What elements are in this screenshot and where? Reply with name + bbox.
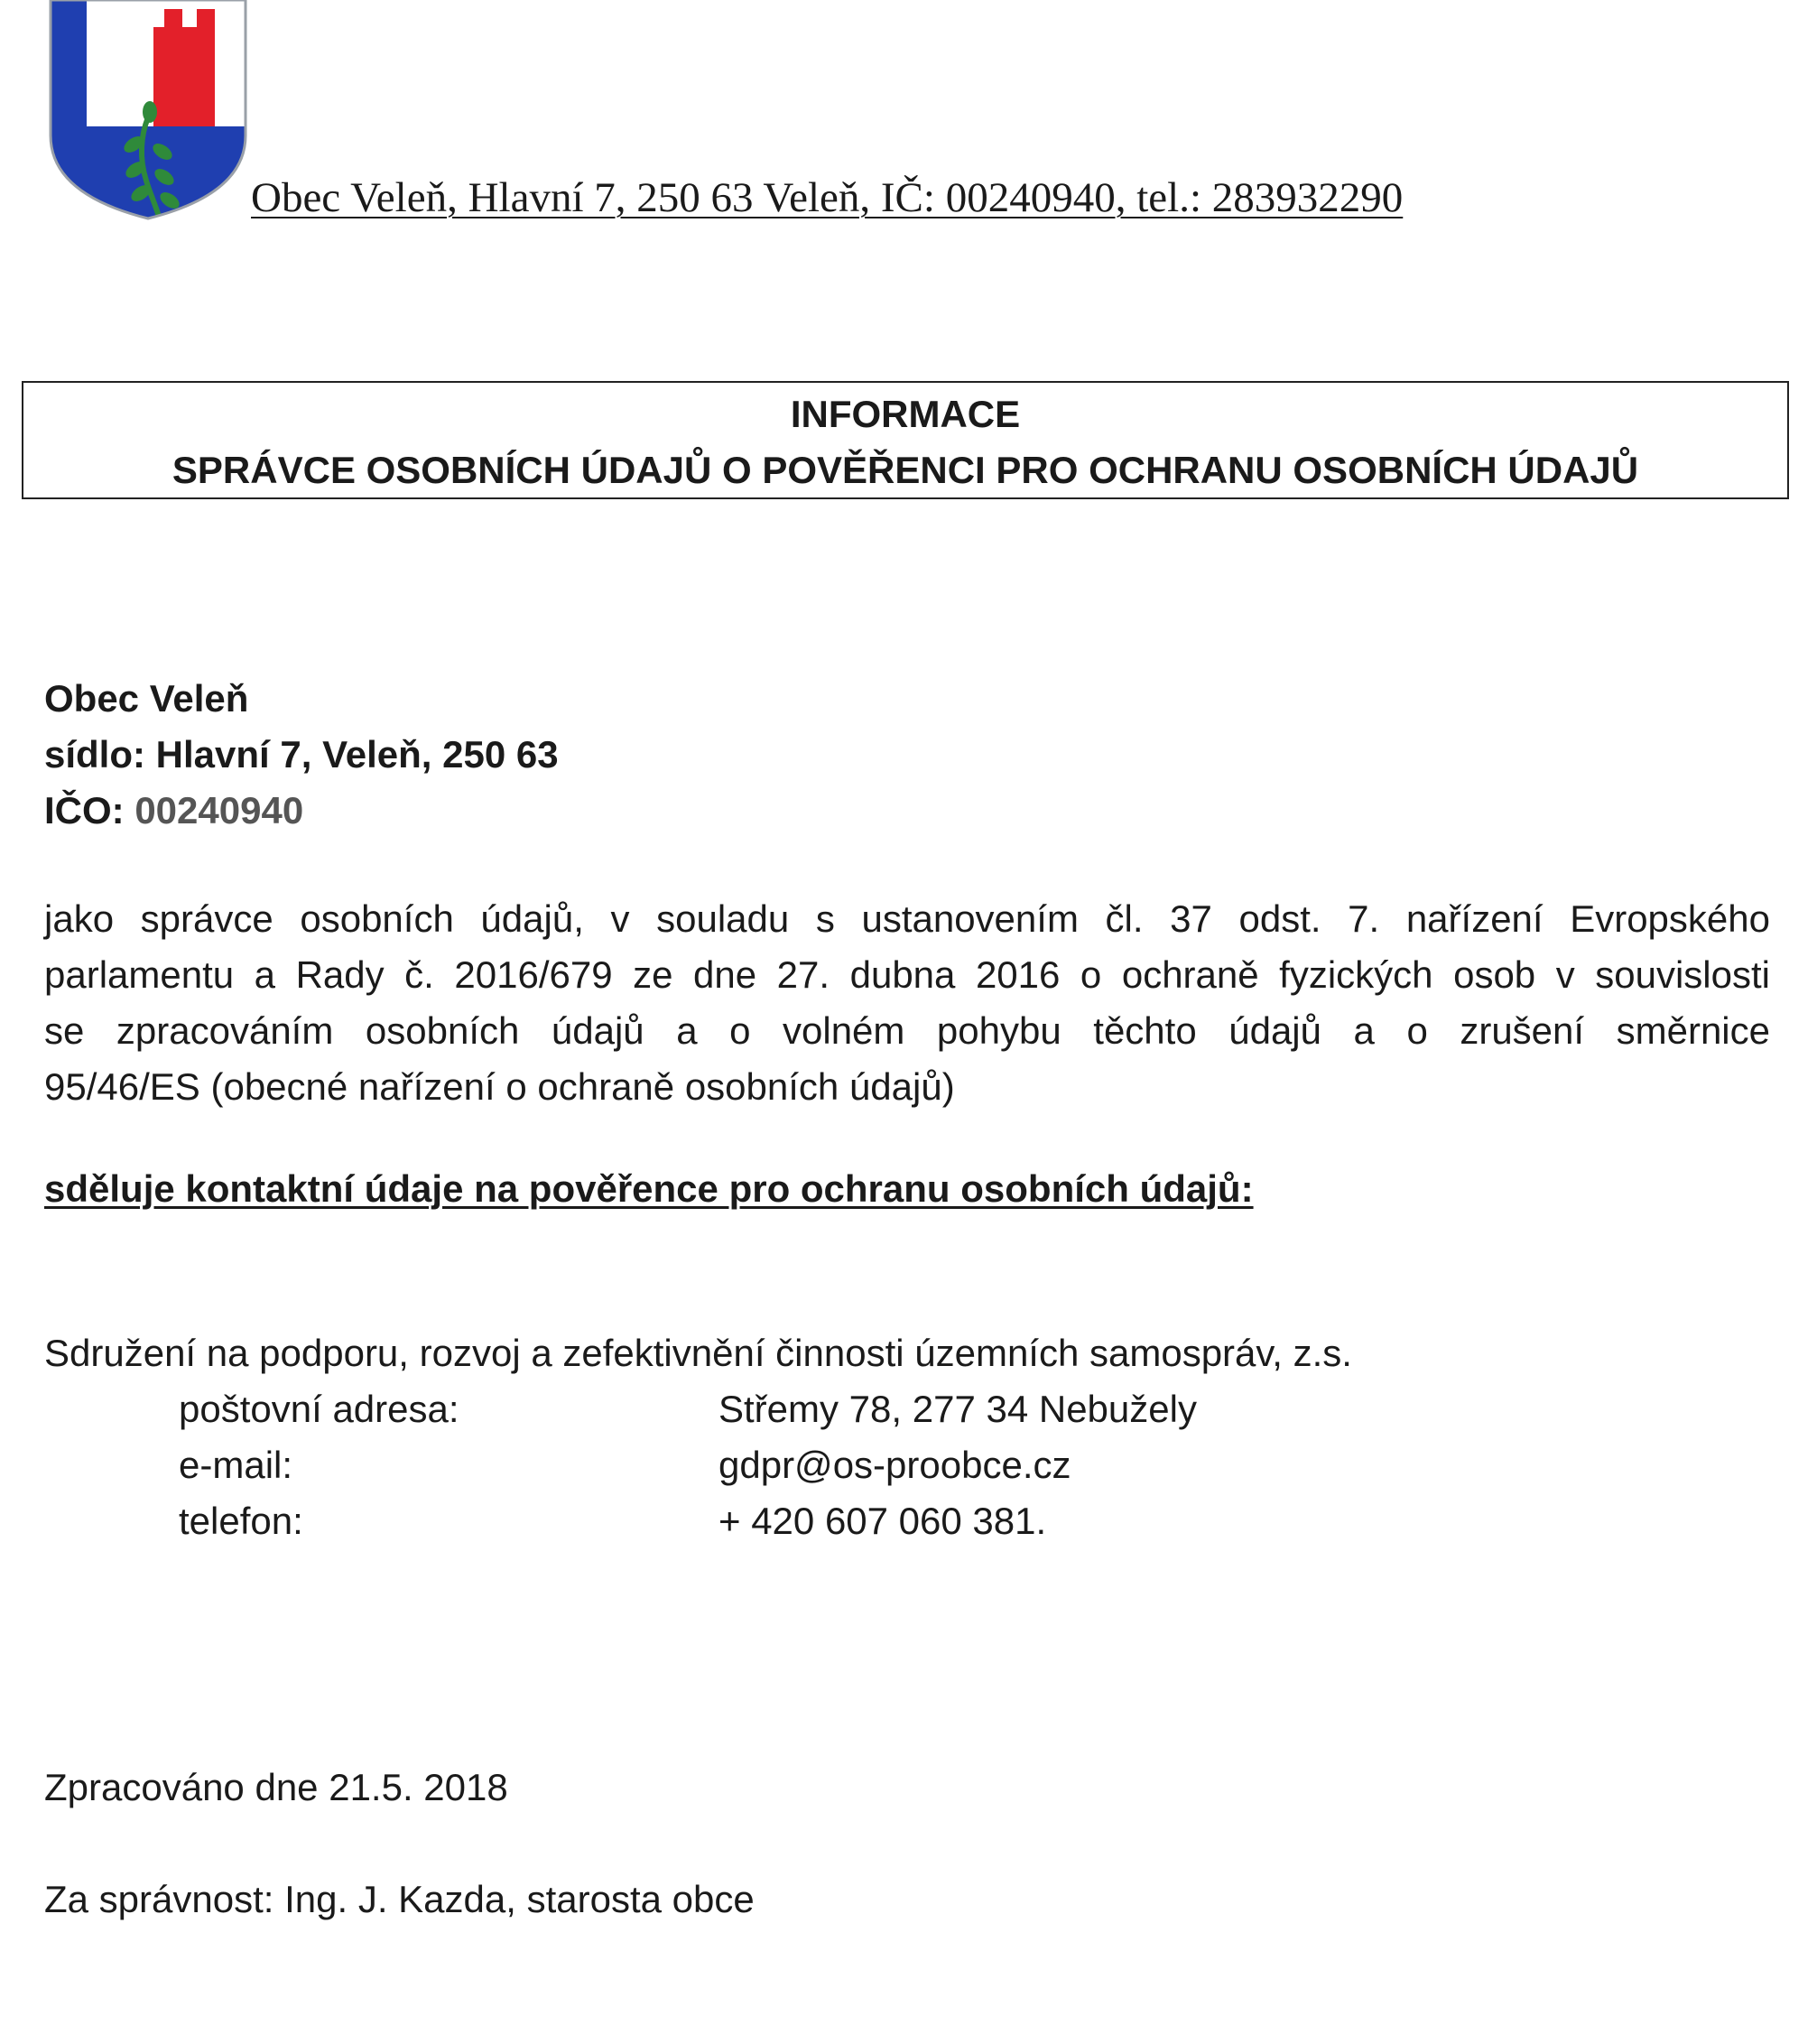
letterhead-address: Obec Veleň, Hlavní 7, 250 63 Veleň, IČ: 00240940, tel.: 283932290: [251, 174, 1404, 221]
email-link[interactable]: gdpr@os-proobce.cz: [718, 1444, 1071, 1486]
paragraph-line: parlamentu a Rady č. 2016/679 ze dne 27. dubna 2016 o ochraně fyzických osob v souvislosti: [44, 953, 1770, 996]
coat-of-arms-logo: [47, 0, 249, 222]
dpo-organization: Sdružení na podporu, rozvoj a zefektivnění činnosti územních samospráv, z.s.: [44, 1332, 1352, 1374]
controller-ico: [44, 783, 559, 839]
contact-row-address: [179, 1381, 1197, 1437]
processed-date: Zpracováno dne 21.5. 2018: [44, 1766, 508, 1808]
dpo-contacts: [179, 1381, 1197, 1549]
controller-seat: sídlo: Hlavní 7, Veleň, 250 63: [44, 733, 559, 776]
contact-label: e-mail:: [179, 1444, 293, 1486]
title-line-1: INFORMACE: [790, 393, 1021, 435]
contact-label: telefon:: [179, 1500, 303, 1542]
controller-info: [44, 671, 559, 839]
contact-label: poštovní adresa:: [179, 1388, 459, 1430]
paragraph-line: 95/46/ES (obecné nařízení o ochraně osobních údajů): [44, 1065, 955, 1108]
paragraph-line: se zpracováním osobních údajů a o volném pohybu těchto údajů a o zrušení směrnice: [44, 1009, 1770, 1052]
document-title-box: [22, 381, 1789, 499]
controller-name: Obec Veleň: [44, 677, 249, 720]
signature-line: Za správnost: Ing. J. Kazda, starosta obce: [44, 1878, 755, 1920]
ico-label: IČO:: [44, 789, 135, 832]
ico-value: 00240940: [134, 789, 304, 832]
legal-paragraph: [44, 891, 1770, 1115]
contact-value: + 420 607 060 381.: [718, 1500, 1047, 1542]
contact-value: Střemy 78, 277 34 Nebužely: [718, 1388, 1197, 1430]
contact-row-phone: [179, 1493, 1197, 1549]
contact-row-email: [179, 1437, 1197, 1493]
notice-heading: sděluje kontaktní údaje na pověřence pro ochranu osobních údajů:: [44, 1167, 1254, 1210]
title-line-2: SPRÁVCE OSOBNÍCH ÚDAJŮ O POVĚŘENCI PRO OCHRANU OSOBNÍCH ÚDAJŮ: [172, 449, 1639, 491]
paragraph-line: jako správce osobních údajů, v souladu s ustanovením čl. 37 odst. 7. nařízení Evropského: [44, 897, 1770, 940]
